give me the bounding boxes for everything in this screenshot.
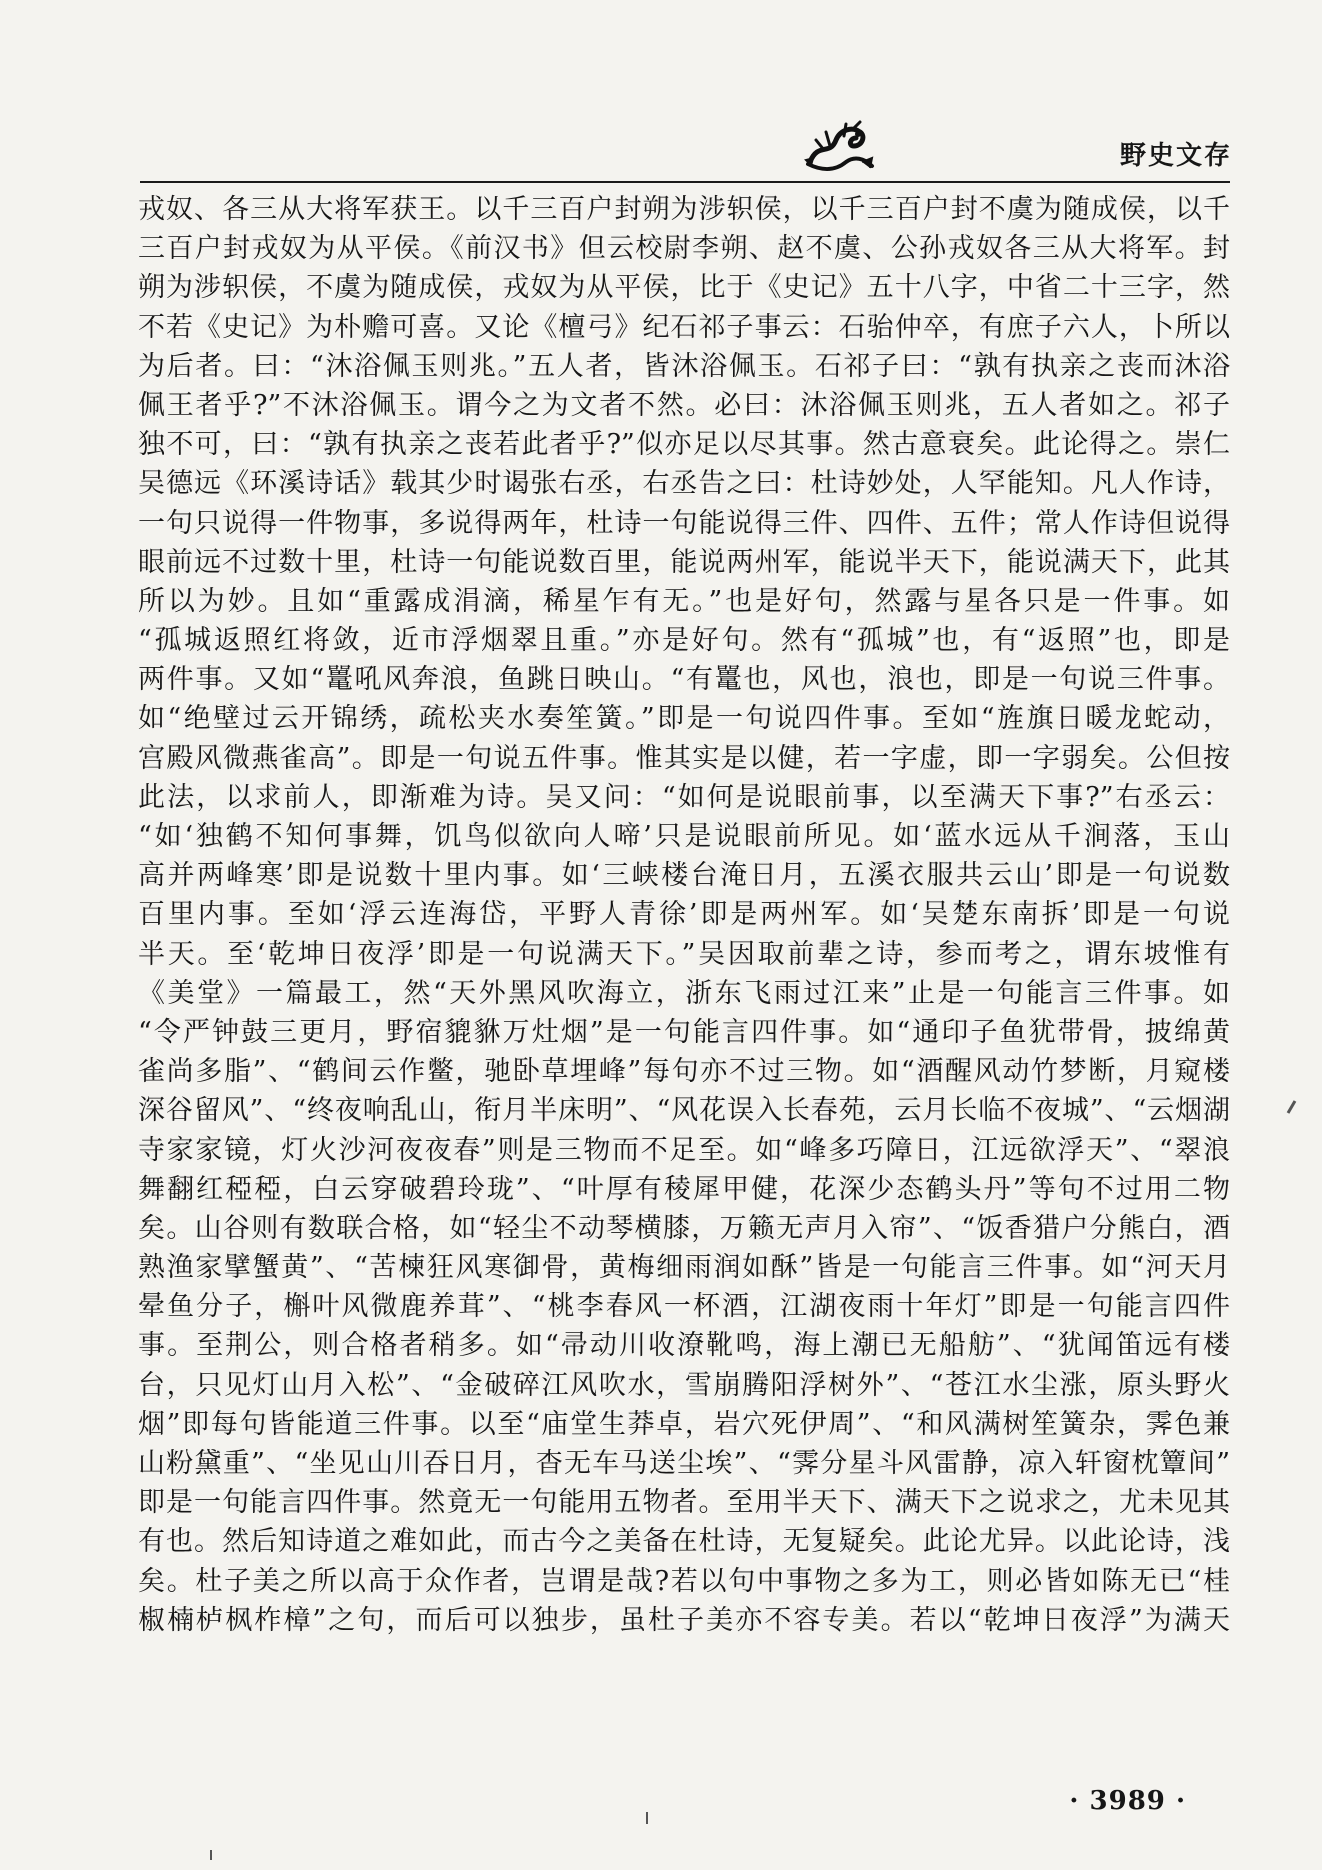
scan-speck (646, 1812, 648, 1824)
text-line: 舞翻红稏稏，白云穿破碧玲珑”、“叶厚有稜犀甲健，花深少态鹤头丹”等句不过用二物 (138, 1173, 1230, 1205)
text-line: 独不可，曰：“孰有执亲之丧若此者乎?”似亦足以尽其事。然古意衰矣。此论得之。崇仁 (138, 429, 1230, 461)
text-line: 山粉黛重”、“坐见山川吞日月，杳无车马送尘埃”、“霁分星斗风雷静，凉入轩窗枕簟间” (138, 1448, 1230, 1479)
text-line: 三百户封戎奴为从平侯。《前汉书》但云校尉李朔、赵不虞、公孙戎奴各三从大将军。封 (138, 233, 1230, 265)
text-line: “孤城返照红将敛，近市浮烟翠且重。”亦是好句。然有“孤城”也，有“返照”也，即是 (138, 625, 1230, 657)
text-line: 所以为妙。且如“重露成涓滴，稀星乍有无。”也是好句，然露与星各只是一件事。如 (138, 585, 1230, 617)
text-line: 佩王者乎?”不沐浴佩玉。谓今之为文者不然。必曰：沐浴佩玉则兆，五人者如之。祁子 (138, 389, 1230, 421)
text-line: 两件事。又如“鼍吼风奔浪，鱼跳日映山。“有鼍也，风也，浪也，即是一句说三件事。 (138, 664, 1230, 696)
scan-speck (1287, 1100, 1297, 1114)
text-line: 宫殿风微燕雀高”。即是一句说五件事。惟其实是以健，若一字虚，即一字弱矣。公但按 (138, 742, 1230, 774)
text-line: 晕鱼分子，槲叶风微鹿养茸”、“桃李春风一杯酒，江湖夜雨十年灯”即是一句能言四件 (138, 1291, 1230, 1323)
text-line: 有也。然后知诗道之难如此，而古今之美备在杜诗，无复疑矣。此论尤异。以此论诗，浅 (138, 1526, 1230, 1558)
text-line: 事。至荆公，则合格者稍多。如“帚动川收潦靴鸣，海上潮已无船舫”、“犹闻笛远有楼 (138, 1330, 1230, 1362)
text-line: 高并两峰寒’即是说数十里内事。如‘三峡楼台淹日月，五溪衣服共云山’即是一句说数 (138, 860, 1230, 892)
text-line: 吴德远《环溪诗话》载其少时谒张右丞，右丞告之曰：杜诗妙处，人罕能知。凡人作诗， (138, 468, 1230, 500)
text-line: 烟”即每句皆能道三件事。以至“庙堂生莽卓，岩穴死伊周”、“和风满树笙簧杂，霁色兼 (138, 1408, 1230, 1440)
text-line: 《美堂》一篇最工，然“天外黑风吹海立，浙东飞雨过江来”止是一句能言三件事。如 (138, 977, 1230, 1009)
text-line: 寺家家镜，灯火沙河夜夜春”则是三物而不足至。如“峰多巧障日，江远欲浮天”、“翠浪 (138, 1134, 1230, 1166)
dragon-emblem-icon (800, 112, 878, 178)
page-number: · 3989 · (1069, 1786, 1186, 1816)
text-line: “令严钟鼓三更月，野宿貔貅万灶烟”是一句能言四件事。如“通印子鱼犹带骨，披绵黄 (138, 1016, 1230, 1048)
running-header (800, 112, 1232, 182)
header-rule (140, 181, 1230, 183)
text-line: 为后者。曰：“沐浴佩玉则兆。”五人者，皆沐浴佩玉。石祁子曰：“孰有执亲之丧而沐浴 (138, 350, 1230, 382)
text-line: 深谷留风”、“终夜响乱山，衔月半床明”、“风花误入长春苑，云月长临不夜城”、“云烟湖 (138, 1095, 1230, 1127)
text-line: 即是一句能言四件事。然竟无一句能用五物者。至用半天下、满天下之说求之，尤未见其 (138, 1487, 1230, 1519)
text-line: 如“绝壁过云开锦绣，疏松夹水奏笙簧。”即是一句说四件事。至如“旌旗日暖龙蛇动， (138, 703, 1230, 735)
text-line: “如‘独鹤不知何事舞，饥鸟似欲向人啼’只是说眼前所见。如‘蓝水远从千涧落，玉山 (138, 821, 1230, 852)
text-line: 矣。山谷则有数联合格，如“轻尘不动琴横膝，万籁无声月入帘”、“饭香猎户分熊白，酒 (138, 1212, 1230, 1244)
text-line: 台，只见灯山月入松”、“金破碎江风吹水，雪崩腾阳浮树外”、“苍江水尘涨，原头野火 (138, 1369, 1230, 1401)
text-line: 朔为涉轵侯，不虞为随成侯，戎奴为从平侯，比于《史记》五十八字，中省二十三字，然 (138, 272, 1230, 304)
text-line: 此法，以求前人，即渐难为诗。吴又问：“如何是说眼前事，以至满天下事?”右丞云： (138, 781, 1230, 813)
body-text (138, 190, 1230, 1640)
text-line: 熟渔家擘蟹黄”、“苦楝狂风寒御骨，黄梅细雨润如酥”皆是一句能言三件事。如“河天月 (138, 1252, 1230, 1284)
text-line: 不若《史记》为朴赡可喜。又论《檀弓》纪石祁子事云：石骀仲卒，有庶子六人，卜所以 (138, 311, 1230, 343)
text-line: 百里内事。至如‘浮云连海岱，平野人青徐’即是两州军。如‘吴楚东南拆’即是一句说 (138, 899, 1230, 931)
text-line: 矣。杜子美之所以高于众作者，岂谓是哉?若以句中事物之多为工，则必皆如陈无已“桂 (138, 1565, 1230, 1597)
text-line: 一句只说得一件物事，多说得两年，杜诗一句能说得三件、四件、五件；常人作诗但说得 (138, 507, 1230, 539)
text-line: 戎奴、各三从大将军获王。以千三百户封朔为涉轵侯，以千三百户封不虞为随成侯，以千 (138, 194, 1230, 225)
text-line: 雀尚多脂”、“鹤间云作鳖，驰卧草埋峰”每句亦不过三物。如“酒醒风动竹梦断，月窥楼 (138, 1056, 1230, 1088)
text-line: 椒楠栌枫柞樟”之句，而后可以独步，虽杜子美亦不容专美。若以“乾坤日夜浮”为满天 (138, 1604, 1230, 1636)
text-line: 半天。至‘乾坤日夜浮’即是一句说满天下。”吴因取前辈之诗，参而考之，谓东坡惟有 (138, 938, 1230, 970)
text-line: 眼前远不过数十里，杜诗一句能说数百里，能说两州军，能说半天下，能说满天下，此其 (138, 546, 1230, 578)
header-title: 野史文存 (1119, 141, 1232, 171)
scan-speck (210, 1850, 212, 1860)
